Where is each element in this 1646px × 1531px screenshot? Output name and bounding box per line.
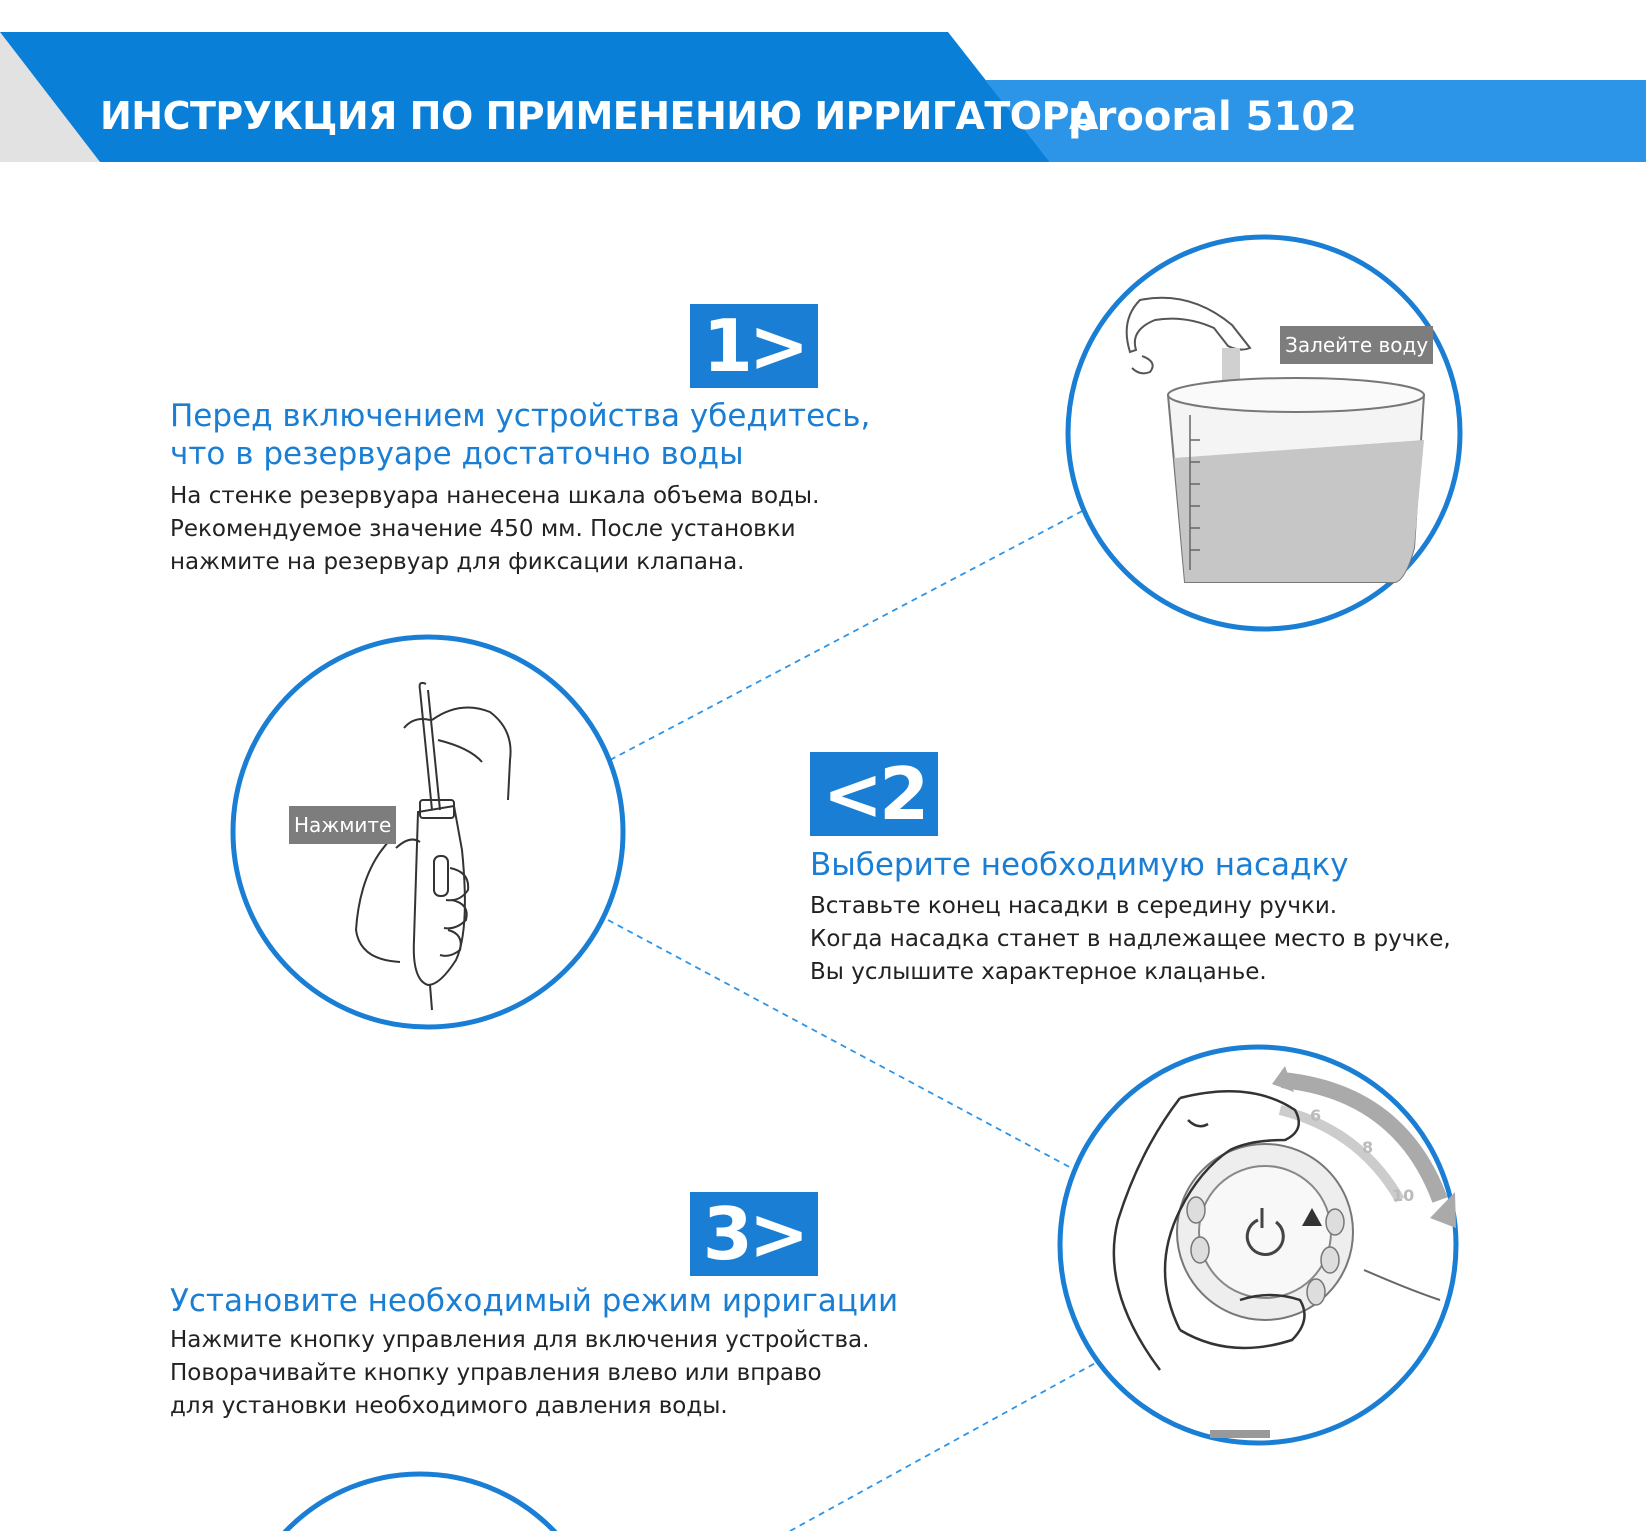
step-2-body-line-1: Вставьте конец насадки в середину ручки. <box>810 893 1338 919</box>
step-3-badge: 3> <box>690 1192 818 1276</box>
press-label: Нажмите <box>289 806 396 844</box>
dial-mark-6: 6 <box>1310 1106 1322 1125</box>
model-name: prooral 5102 <box>1068 94 1358 140</box>
next-step-circle-partial <box>234 1474 606 1531</box>
step-3-title: Установите необходимый режим ирригации <box>170 1283 899 1319</box>
step-2-body-line-3: Вы услышите характерное клацанье. <box>810 959 1267 985</box>
step-1-title-line-2: что в резервуаре достаточно воды <box>170 436 744 472</box>
page-title: ИНСТРУКЦИЯ ПО ПРИМЕНЕНИЮ ИРРИГАТОРА <box>100 94 1098 138</box>
step-1-body-line-2: Рекомендуемое значение 450 мм. После установки <box>170 516 796 542</box>
dial-mark-8: 8 <box>1362 1138 1374 1157</box>
control-dial-illustration <box>1060 1047 1456 1443</box>
step-3-body-line-2: Поворачивайте кнопку управления влево или вправо <box>170 1360 822 1386</box>
step-1-badge: 1> <box>690 304 818 388</box>
step-1-body-line-1: На стенке резервуара нанесена шкала объема воды. <box>170 483 820 509</box>
step-3-body-line-3: для установки необходимого давления воды. <box>170 1393 728 1419</box>
step-3-body-line-1: Нажмите кнопку управления для включения устройства. <box>170 1327 870 1353</box>
dial-mark-10: 10 <box>1392 1186 1415 1205</box>
step-1-body-line-3: нажмите на резервуар для фиксации клапана. <box>170 549 745 575</box>
step-2-badge: <2 <box>810 752 938 836</box>
fill-water-label: Залейте воду <box>1280 326 1433 364</box>
water-tank-illustration <box>1068 237 1460 629</box>
step-1-title-line-1: Перед включением устройства убедитесь, <box>170 398 871 434</box>
step-2-body-line-2: Когда насадка станет в надлежащее место в ручке, <box>810 926 1451 952</box>
step-2-title: Выберите необходимую насадку <box>810 847 1349 883</box>
